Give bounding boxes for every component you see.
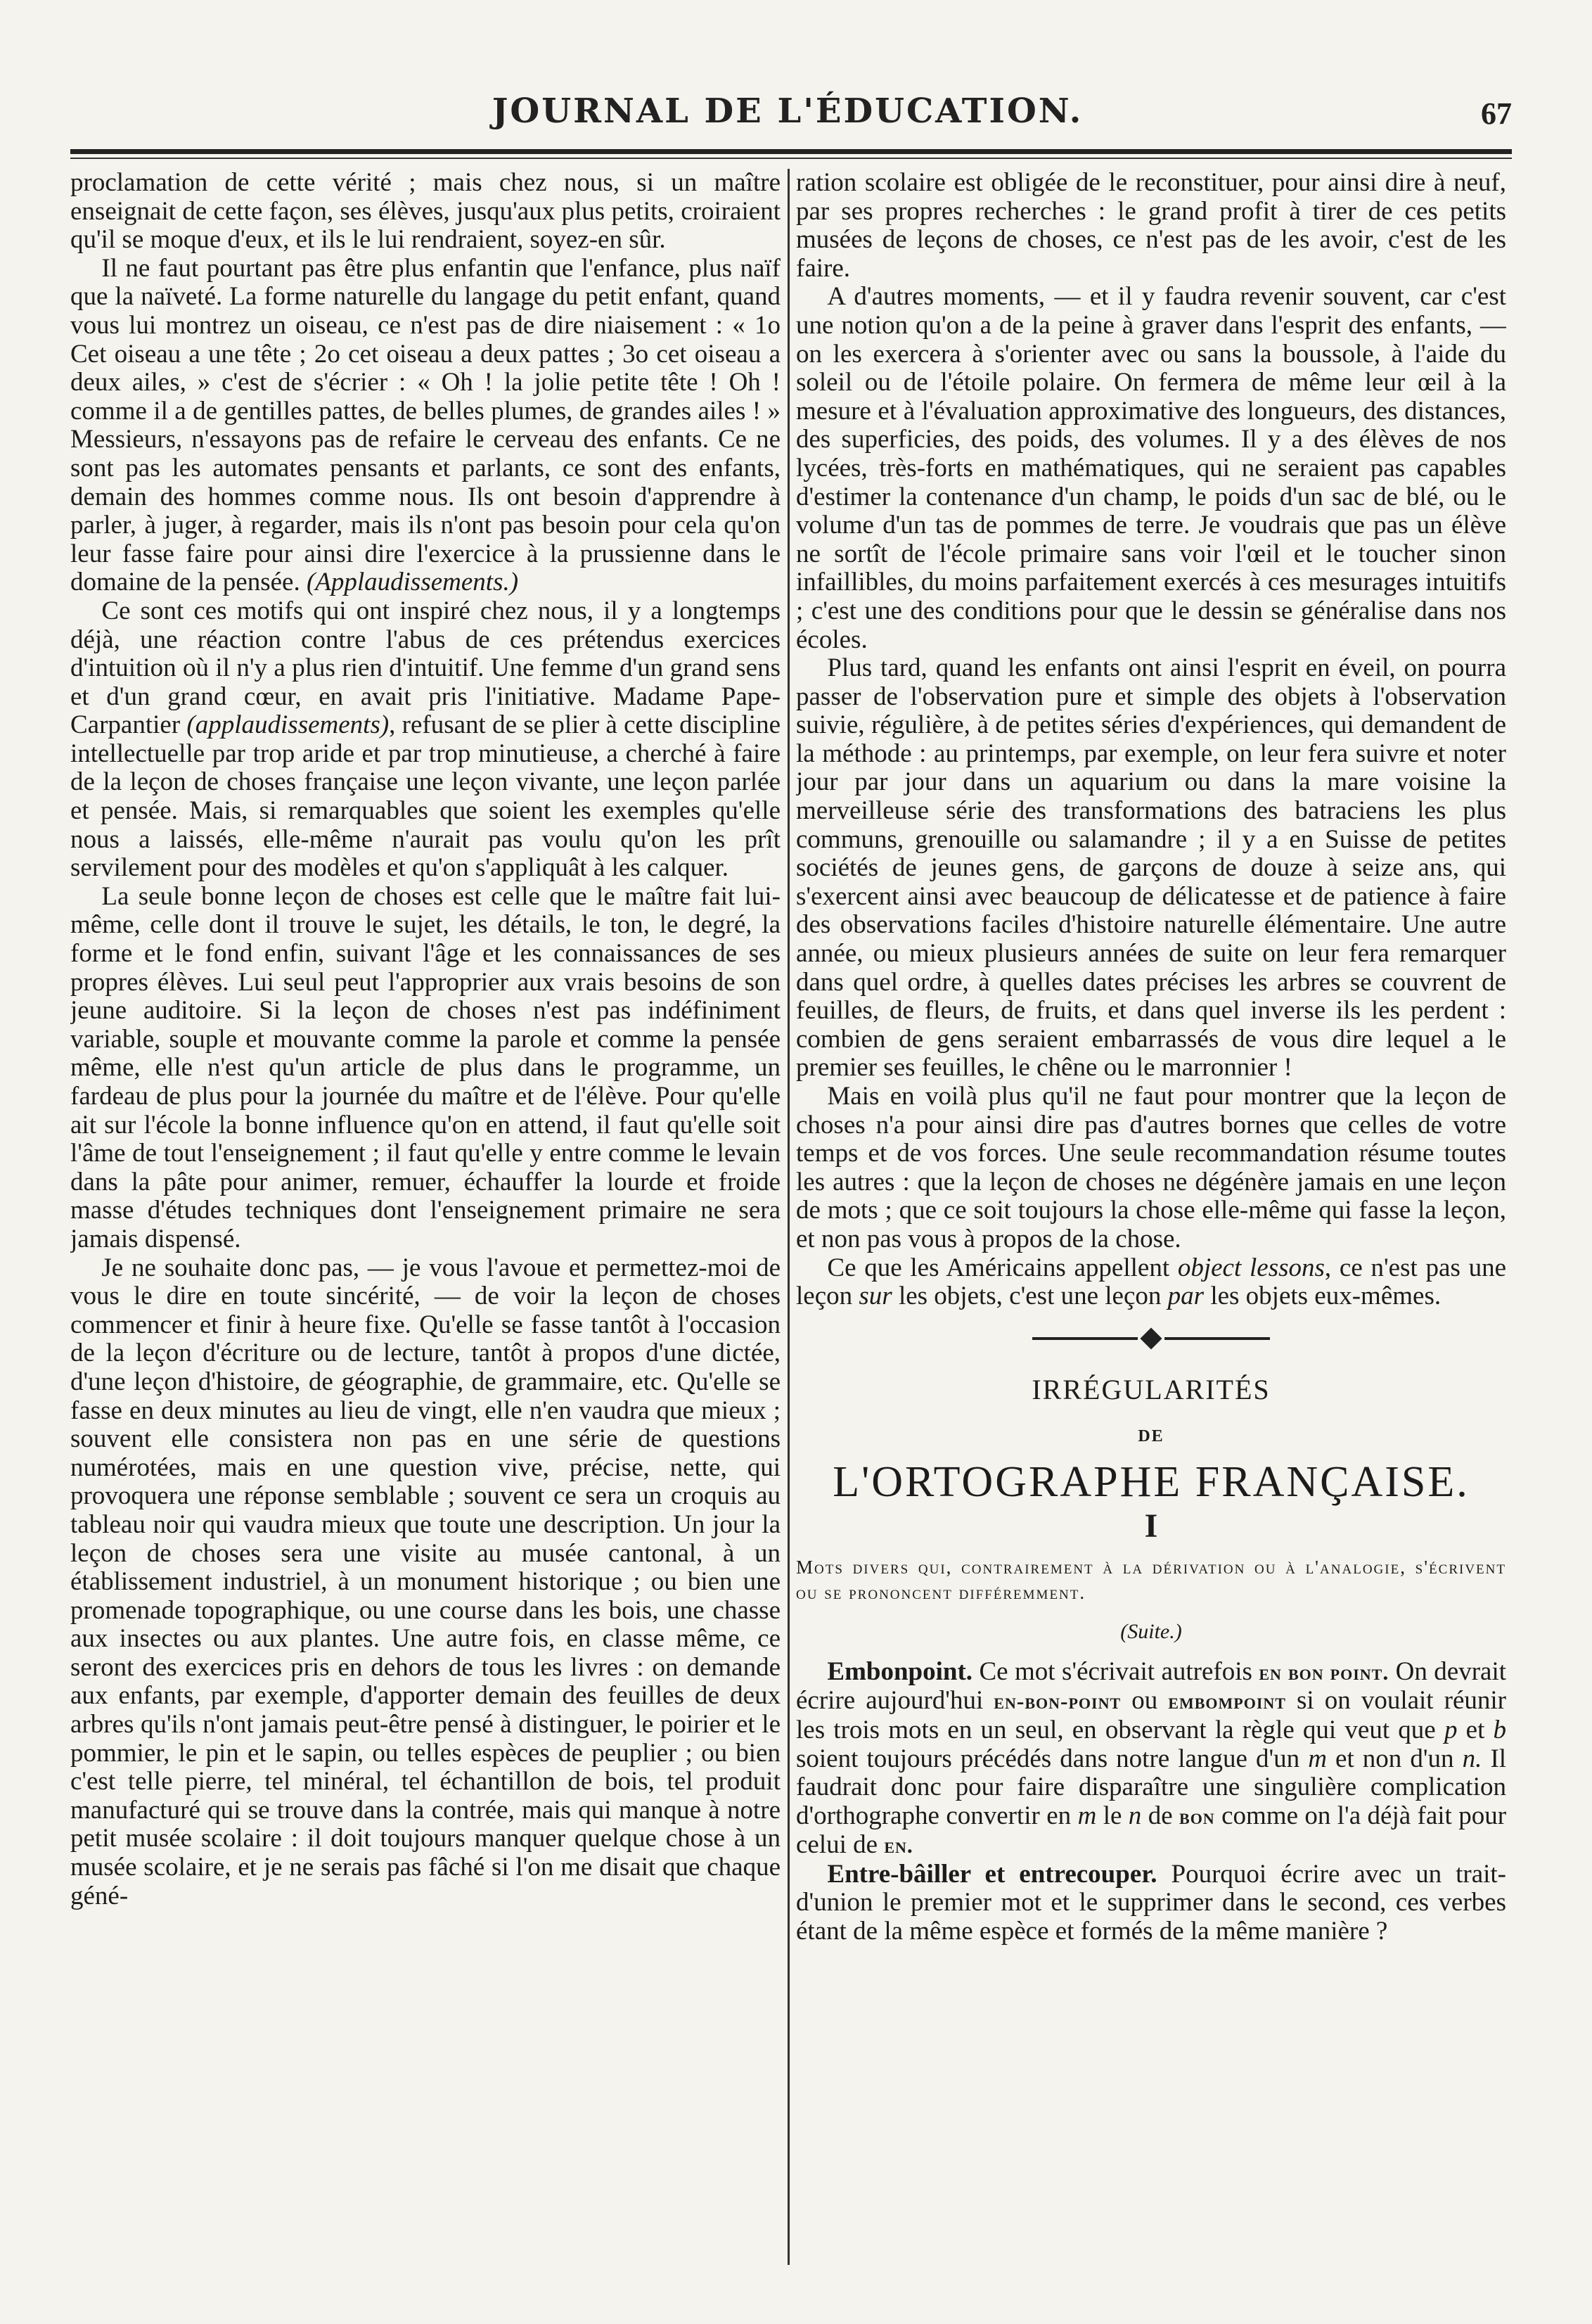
running-head: JOURNAL DE L'ÉDUCATION. <box>492 91 1084 131</box>
applause-note: (Applaudissements.) <box>306 568 519 597</box>
paragraph: ration scolaire est obligée de le reconstituer, pour ainsi dire à neuf, par ses propres recherches : le grand profit à tirer de ces petits musées de leçons de choses, ce n'est pas de les avoir, c'est de les faire. <box>796 169 1506 283</box>
page-header <box>63 86 1512 142</box>
section-description: Mots divers qui, contrairement à la dérivation ou à l'analogie, s'écrivent ou se prononcent différemment. <box>796 1557 1506 1604</box>
entry-term: Entre-bâiller et entrecouper. <box>827 1859 1157 1889</box>
entry-text: comme on l'a déjà fait pour celui de <box>796 1801 1506 1860</box>
column-divider <box>788 169 790 2265</box>
paragraph <box>70 597 781 883</box>
right-column <box>796 169 1506 2272</box>
header-rule <box>70 149 1512 154</box>
entry-text: le <box>1103 1801 1122 1830</box>
paragraph <box>796 1254 1506 1311</box>
entry-form: bon <box>1179 1803 1215 1829</box>
entry-text: ou <box>1131 1686 1158 1716</box>
letter: n <box>1128 1801 1142 1830</box>
paragraph <box>70 255 781 597</box>
paragraph: Plus tard, quand les enfants ont ainsi l'esprit en éveil, on pourra passer de l'observation pure et simple des objets à l'observation suivie, régulière, à de petites séries d'expériences, qui demandent de la méthode : au printemps, par exemple, on leur fera suivre et noter jour par jour dans un aquarium ou dans la mare voisine la merveilleuse série des transformations des batraciens les plus communs, grenouille ou salamandre ; il y a en Suisse de petites sociétés de jeunes gens, de garçons de douze à seize ans, qui s'exercent ainsi avec beaucoup de délicatesse et de patience à faire des observations faciles d'histoire naturelle élémentaire. Une autre année, ou mieux plusieurs années de suite on leur fera remarquer dans quel ordre, à quelles dates précises les arbres se couvrent de feuilles, de fleurs, de fruits, et dans quel inverse ils les perdent : combien de gens seraient embarrassés de vous dire lequel a le premier ses feuilles, le chêne ou le marronnier ! <box>796 653 1506 1083</box>
paragraph: La seule bonne leçon de choses est celle que le maître fait lui-même, celle dont il trouve le sujet, les détails, le ton, le degré, la forme et le fond enfin, suivant l'âge et les connaissances de ses propres élèves. Lui seul peut l'approprier aux vrais besoins de son jeune auditoire. Si la leçon de choses n'est pas indéfiniment variable, souple et mouvante comme la parole et comme la pensée même, elle n'est qu'un article de plus dans le programme, un fardeau de plus pour la journée du maître et de l'élève. Pour qu'elle ait sur l'école la bonne influence qu'on en attend, il faut qu'elle soit l'âme de tout l'enseignement ; il faut qu'elle y entre comme le levain dans la pâte pour animer, remuer, échauffer la lourde et froide masse d'études techniques dont l'enseignement primaire ne sera jamais dispensé. <box>70 881 781 1253</box>
paragraph: proclamation de cette vérité ; mais chez nous, si un maître enseignait de cette façon, ses élèves, jusqu'aux plus petits, croiraient qu'il se moque d'eux, et ils le lui rendraient, soyez-en sûr. <box>70 169 781 255</box>
paragraph-text: Ce que les Américains appellent <box>827 1253 1170 1282</box>
ornament-diamond <box>1140 1328 1162 1350</box>
letter: m <box>1077 1801 1097 1830</box>
entry-term: Embonpoint. <box>827 1656 973 1686</box>
dictionary-entry <box>796 1658 1506 1860</box>
page-number: 67 <box>1481 96 1512 131</box>
entry-form: embompoint <box>1168 1689 1286 1714</box>
section-title: IRRÉGULARITÉS <box>1032 1373 1271 1405</box>
letter: m <box>1308 1744 1327 1773</box>
paragraph: Je ne souhaite donc pas, — je vous l'avoue et permettez-moi de vous le dire en toute sincérité, — de voir la leçon de choses commencer et finir à heure fixe. Qu'elle se fasse tantôt à l'occasion de la leçon d'écriture ou de lecture, tantôt à propos d'une dictée, d'une leçon d'histoire, de géographie, de grammaire, etc. Qu'elle se fasse en deux minutes au lieu de vingt, elle n'en vaudra que mieux ; souvent elle consistera non pas en une série de questions numérotées, mais en une question vive, précise, nette, qui provoquera une réponse semblable ; souvent ce sera un croquis au tableau noir qui vaudra mieux que toute une description. Un jour la leçon de choses sera une visite au musée cantonal, à un établissement industriel, à un monument historique ; ou bien une promenade topographique, ou une course dans les bois, une chasse aux insectes ou aux plantes. Une autre fois, en classe même, ce seront des exercices pris en dehors de tous les livres : on demande aux enfants, par exemple, d'apporter demain des feuilles de deux arbres qu'ils n'ont jamais peut-être pensé à distinguer, le poirier et le pommier, le pin et le sapin, ou telles espèces de peuplier ; ou bien c'est telle pierre, tel minéral, tel échantillon de bois, tel produit manufacturé qui se trouve dans la contrée, mais qui manque à notre petit musée scolaire : il doit toujours manquer quelque chose à un musée scolaire, et je ne serais pas fâché si l'on me disait que chaque géné- <box>70 1253 781 1910</box>
section-heading: L'ORTOGRAPHE FRANÇAISE. <box>833 1457 1470 1506</box>
letter: b <box>1493 1715 1506 1744</box>
section-number: I <box>1144 1507 1158 1545</box>
entry-text: et <box>1465 1715 1485 1744</box>
entry-text: si on voulait réunir les trois mots en un seul, en observant la règle qui veut que <box>796 1686 1506 1744</box>
ornament-rule <box>1032 1337 1138 1340</box>
paragraph-text: Il ne faut pourtant pas être plus enfantin que l'enfance, plus naïf que la naïveté. La forme naturelle du langage du petit enfant, quand vous lui montrez un oiseau, ce n'est pas de dire niaisement : « 1o Cet oiseau a une tête ; 2o cet oiseau a deux pattes ; 3o cet oiseau a deux ailes, » c'est de s'écrier : « Oh ! la jolie petite tête ! Oh ! comme il a de gentilles pattes, de belles plumes, de grandes ailes ! » Messieurs, n'essayons pas de refaire le cerveau des enfants. Ce ne sont pas les automates pensants et parlants, ce sont des enfants, demain des hommes comme nous. Ils ont besoin d'apprendre à parler, à juger, à regarder, mais ils n'ont pas besoin pour cela qu'on leur fasse faire pour ainsi dire l'exercice à la prussienne dans le domaine de la pensée. <box>70 253 781 597</box>
entry-text: et non d'un <box>1335 1744 1454 1773</box>
applause-note: (applaudissements) <box>186 710 390 740</box>
emphasis: sur <box>859 1282 892 1311</box>
entry-form: en bon point. <box>1259 1659 1389 1685</box>
entry-text: On devrait écrire aujourd'hui <box>796 1656 1506 1716</box>
header-rule-thin <box>70 158 1512 159</box>
emphasis: object lessons <box>1177 1253 1325 1282</box>
entry-text: soient toujours précédés dans notre langue d'un <box>796 1744 1300 1773</box>
paragraph-text: , ce n'est pas une leçon <box>796 1253 1506 1311</box>
entry-form: en-bon-point <box>994 1689 1122 1714</box>
ornament-rule <box>1164 1337 1270 1340</box>
emphasis: par <box>1167 1282 1205 1311</box>
dictionary-entry <box>796 1860 1506 1946</box>
letter: p <box>1444 1715 1458 1744</box>
entry-text: Il faudrait donc pour faire disparaître une singulière complication d'orthographe convertir en <box>796 1744 1506 1830</box>
letter: n. <box>1462 1744 1482 1773</box>
left-column <box>70 169 781 2272</box>
paragraph-text: les objets eux-mêmes. <box>1210 1282 1442 1311</box>
entry-text: de <box>1148 1801 1173 1830</box>
section-connector: DE <box>1138 1427 1164 1446</box>
paragraph: Mais en voilà plus qu'il ne faut pour montrer que la leçon de choses n'a pour ainsi dire pas d'autres bornes que celles de votre temps et de vos forces. Une seule recommandation résume toutes les autres : que la leçon de choses ne dégénère jamais en une leçon de mots ; que ce soit toujours la chose elle-même qui fasse la leçon, et non pas vous à propos de la chose. <box>796 1082 1506 1253</box>
paragraph-text: les objets, c'est une leçon <box>898 1282 1162 1311</box>
paragraph-text: Ce sont ces motifs qui ont inspiré chez nous, il y a longtemps déjà, une réaction contre l'abus de ces prétendus exercices d'intuition où il n'y a plus rien d'intuitif. Une femme d'un grand sens et d'un grand cœur, en avait pris l'initiative. Madame Pape-Carpantier <box>70 596 781 740</box>
section-ornament <box>796 1328 1506 1348</box>
entry-text: Pourquoi écrire avec un trait-d'union le premier mot et le supprimer dans le second, ces verbes étant de la même espèce et formés de la même manière ? <box>796 1859 1506 1946</box>
paragraph-text: , refusant de se plier à cette discipline intellectuelle par trop aride et par trop minutieuse, a cherché à faire de la leçon de choses française une leçon vivante, une leçon parlée et pensée. Mais, si remarquables que soient les exemples qu'elle nous a laissés, elle-même n'aurait pas voulu qu'on les prît servilement pour des modèles et qu'on s'appliquât à les calquer. <box>70 710 781 883</box>
entry-text: Ce mot s'écrivait autrefois <box>979 1656 1252 1686</box>
entry-form: en. <box>884 1833 913 1858</box>
paragraph: A d'autres moments, — et il y faudra revenir souvent, car c'est une notion qu'on a de la peine à graver dans l'esprit des enfants, — on les exercera à s'orienter avec ou sans la boussole, à l'aide du soleil ou de l'étoile polaire. On fermera de même leur œil à la mesure et à l'évaluation approximative des longueurs, des distances, des superficies, des poids, des volumes. Il y a des élèves de nos lycées, très-forts en mathématiques, qui ne seraient pas capables d'estimer la contenance d'un champ, le poids d'un sac de blé, ou le volume d'un tas de pommes de terre. Je voudrais que pas un élève ne sortît de l'école primaire sans voir l'œil et le toucher sinon infaillibles, du moins parfaitement exercés à ces mesurages intuitifs ; c'est une des conditions pour que le dessin se généralise dans nos écoles. <box>796 282 1506 654</box>
section-continued: (Suite.) <box>1120 1620 1182 1644</box>
